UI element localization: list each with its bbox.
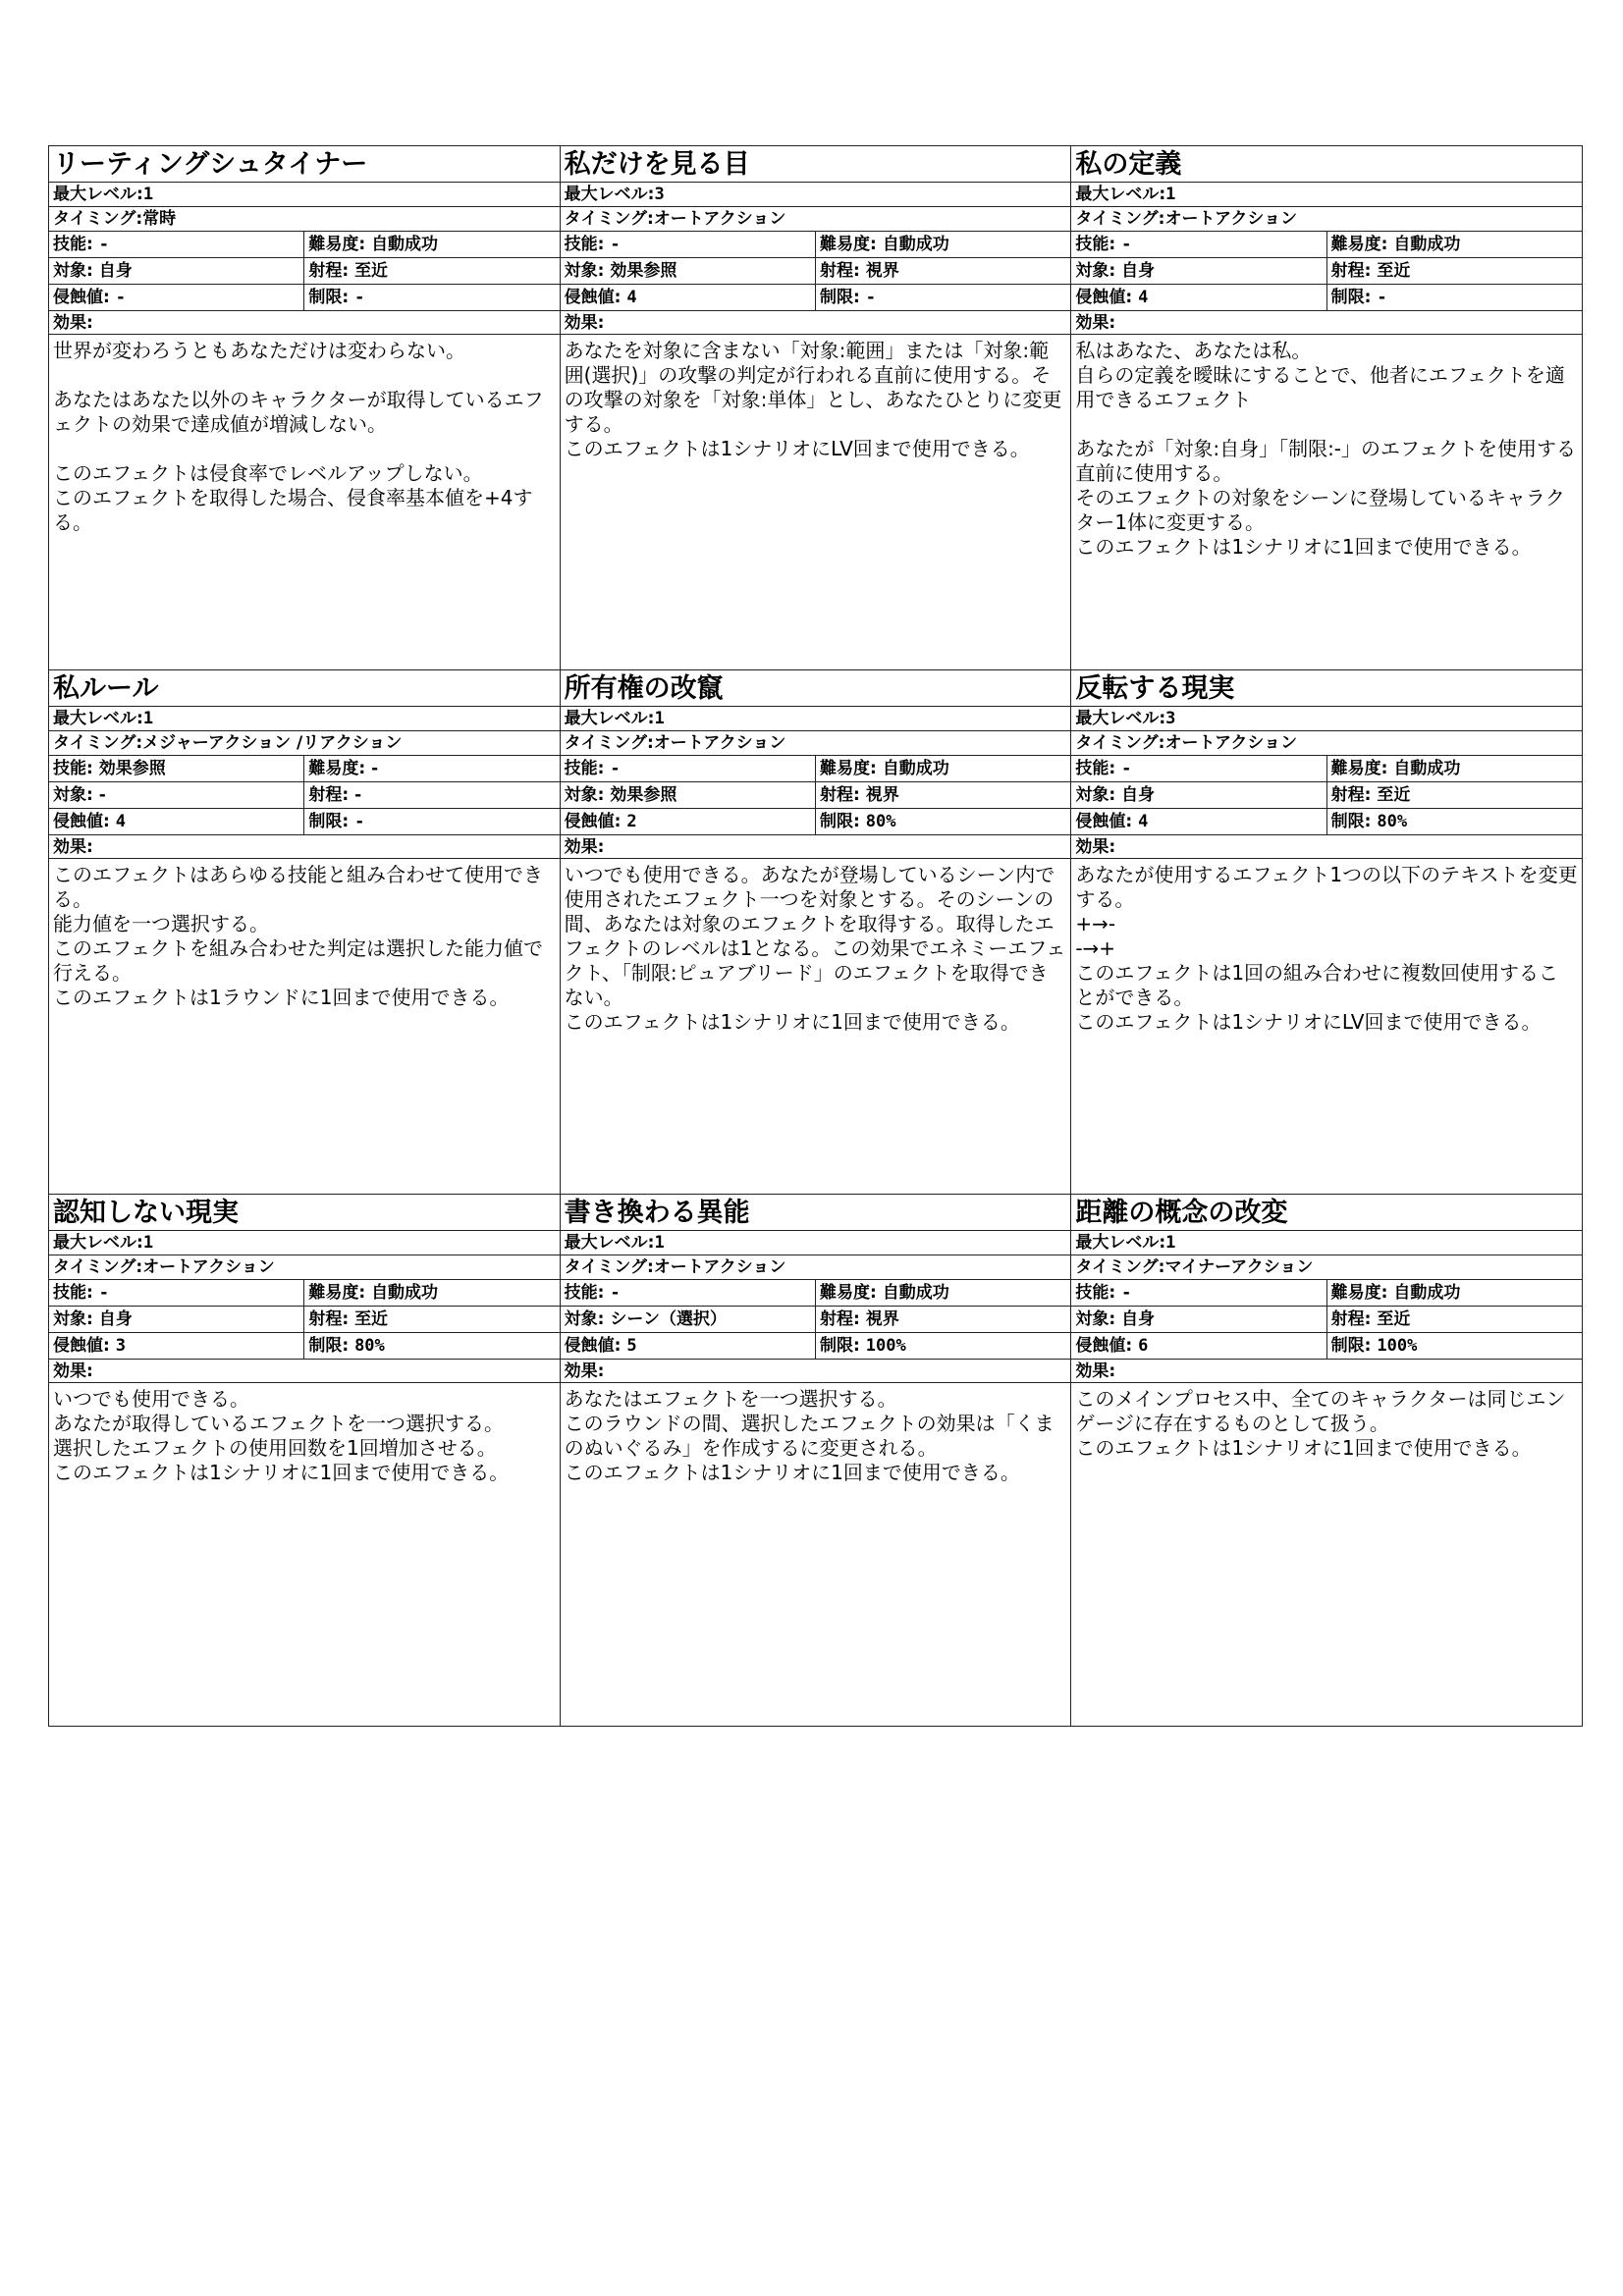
- max-level-label: 最大レベル:: [1075, 1233, 1166, 1253]
- effect-card: [561, 146, 1072, 670]
- target-cell: [1071, 258, 1326, 284]
- skill-difficulty-row: [49, 232, 560, 258]
- erosion-value: -: [115, 288, 126, 307]
- skill-difficulty-row: [561, 756, 1071, 782]
- effect-name: 私の定義: [1071, 146, 1582, 183]
- effect-label: 効果:: [561, 311, 1071, 335]
- max-level-label: 最大レベル:: [564, 709, 655, 728]
- limit-label: 制限:: [1330, 1336, 1372, 1356]
- skill-value: -: [98, 235, 109, 254]
- skill-value: -: [610, 1283, 621, 1303]
- limit-value: -: [865, 288, 876, 307]
- effect-name: 書き換わる異能: [561, 1195, 1071, 1231]
- skill-value: -: [610, 235, 621, 254]
- target-label: 対象:: [53, 785, 93, 805]
- max-level-row: [49, 707, 560, 731]
- erosion-limit-row: [1071, 809, 1582, 835]
- range-cell: [1327, 782, 1582, 808]
- target-value: 自身: [1121, 1309, 1156, 1329]
- skill-label: 技能:: [564, 759, 605, 778]
- effect-name: 所有権の改竄: [561, 670, 1071, 707]
- limit-label: 制限:: [308, 288, 350, 307]
- target-label: 対象:: [53, 261, 93, 281]
- range-cell: [304, 782, 559, 808]
- effect-name: 反転する現実: [1071, 670, 1582, 707]
- erosion-cell: [561, 809, 816, 834]
- timing-label: タイミング:: [1075, 1257, 1165, 1277]
- timing-label: タイミング:: [564, 1257, 654, 1277]
- limit-label: 制限:: [1330, 812, 1372, 831]
- target-value: 自身: [1121, 261, 1156, 281]
- difficulty-cell: [304, 232, 559, 257]
- effect-card: [49, 670, 561, 1195]
- difficulty-label: 難易度:: [308, 759, 366, 778]
- skill-cell: [1071, 1280, 1326, 1306]
- erosion-label: 侵蝕値:: [564, 288, 622, 307]
- skill-difficulty-row: [1071, 232, 1582, 258]
- skill-value: -: [610, 759, 621, 778]
- range-label: 射程:: [308, 785, 350, 805]
- effect-label: 効果:: [1071, 1360, 1582, 1383]
- timing-value: メジャーアクション /リアクション: [142, 733, 403, 753]
- skill-label: 技能:: [1075, 759, 1116, 778]
- skill-value: -: [1121, 759, 1132, 778]
- max-level-row: [49, 1231, 560, 1255]
- limit-value: 80%: [1377, 812, 1408, 831]
- skill-label: 技能:: [53, 235, 93, 254]
- max-level-value: 1: [1165, 185, 1176, 204]
- max-level-row: [49, 183, 560, 207]
- skill-difficulty-row: [561, 232, 1071, 258]
- effect-card: [1071, 146, 1583, 670]
- target-value: 効果参照: [610, 261, 677, 281]
- effect-card: [49, 1195, 561, 1727]
- limit-value: 80%: [354, 1336, 385, 1356]
- erosion-label: 侵蝕値:: [564, 1336, 622, 1356]
- max-level-value: 1: [142, 709, 154, 728]
- target-label: 対象:: [564, 1309, 605, 1329]
- erosion-label: 侵蝕値:: [1075, 288, 1133, 307]
- difficulty-cell: [1327, 756, 1582, 781]
- limit-value: 100%: [1377, 1336, 1418, 1356]
- difficulty-label: 難易度:: [308, 1283, 366, 1303]
- target-cell: [561, 782, 816, 808]
- difficulty-value: 自動成功: [1393, 759, 1461, 778]
- skill-difficulty-row: [1071, 1280, 1582, 1307]
- max-level-value: 3: [654, 185, 665, 204]
- limit-value: -: [1377, 288, 1387, 307]
- range-value: 視界: [865, 261, 899, 281]
- limit-cell: [816, 285, 1070, 310]
- target-range-row: [561, 1307, 1071, 1333]
- timing-row: [1071, 1255, 1582, 1280]
- effect-text: 私はあなた、あなたは私。 自らの定義を曖昧にすることで、他者にエフェクトを適用できるエフェクト あなたが「対象:自身」「制限:-」のエフェクトを使用する直前に使用する。 そのエフェクトの対象をシーンに登場しているキャラクター1体に変更する。 このエフェクトは1シナリオに1回まで使用できる。: [1075, 339, 1577, 559]
- max-level-label: 最大レベル:: [564, 1233, 655, 1253]
- target-range-row: [1071, 1307, 1582, 1333]
- skill-cell: [1071, 232, 1326, 257]
- difficulty-value: 自動成功: [882, 235, 949, 254]
- target-value: 自身: [1121, 785, 1156, 805]
- range-label: 射程:: [308, 261, 350, 281]
- difficulty-value: 自動成功: [882, 759, 949, 778]
- skill-cell: [561, 756, 816, 781]
- max-level-label: 最大レベル:: [1075, 185, 1166, 204]
- effect-label: 効果:: [1071, 311, 1582, 335]
- difficulty-label: 難易度:: [1330, 759, 1388, 778]
- timing-row: [561, 1255, 1071, 1280]
- timing-label: タイミング:: [564, 209, 654, 229]
- target-label: 対象:: [564, 261, 605, 281]
- skill-value: -: [1121, 1283, 1132, 1303]
- difficulty-label: 難易度:: [1330, 1283, 1388, 1303]
- erosion-limit-row: [561, 285, 1071, 311]
- skill-value: 効果参照: [98, 759, 166, 778]
- erosion-label: 侵蝕値:: [53, 812, 110, 831]
- skill-label: 技能:: [53, 759, 93, 778]
- erosion-value: 4: [1138, 288, 1149, 307]
- timing-label: タイミング:: [564, 733, 654, 753]
- target-cell: [49, 258, 304, 284]
- target-label: 対象:: [1075, 261, 1116, 281]
- effect-label: 効果:: [561, 1360, 1071, 1383]
- target-label: 対象:: [1075, 1309, 1116, 1329]
- timing-value: オートアクション: [653, 1257, 786, 1277]
- effect-label: 効果:: [1071, 835, 1582, 859]
- timing-value: オートアクション: [1164, 733, 1298, 753]
- effect-label: 効果:: [49, 835, 560, 859]
- max-level-value: 1: [654, 1233, 665, 1253]
- range-value: 視界: [865, 785, 899, 805]
- limit-label: 制限:: [820, 812, 860, 831]
- difficulty-label: 難易度:: [1330, 235, 1388, 254]
- effect-label: 効果:: [49, 311, 560, 335]
- timing-value: オートアクション: [653, 209, 786, 229]
- range-cell: [1327, 1307, 1582, 1332]
- erosion-value: 4: [115, 812, 126, 831]
- skill-difficulty-row: [49, 1280, 560, 1307]
- target-label: 対象:: [1075, 785, 1116, 805]
- limit-cell: [1327, 285, 1582, 310]
- target-value: 自身: [98, 261, 133, 281]
- limit-value: 100%: [865, 1336, 906, 1356]
- limit-cell: [1327, 809, 1582, 834]
- target-value: -: [98, 785, 106, 805]
- timing-label: タイミング:: [53, 209, 143, 229]
- effect-label: 効果:: [561, 835, 1071, 859]
- effect-card: [49, 146, 561, 670]
- target-range-row: [1071, 258, 1582, 285]
- limit-label: 制限:: [820, 1336, 860, 1356]
- effect-card-grid: [48, 145, 1583, 1727]
- skill-cell: [49, 756, 304, 781]
- timing-value: オートアクション: [653, 733, 786, 753]
- effect-name: リーティングシュタイナー: [49, 146, 560, 183]
- target-value: 効果参照: [610, 785, 677, 805]
- difficulty-cell: [304, 756, 559, 781]
- target-range-row: [1071, 782, 1582, 809]
- range-cell: [816, 1307, 1070, 1332]
- target-range-row: [49, 782, 560, 809]
- timing-row: [49, 207, 560, 232]
- skill-cell: [561, 232, 816, 257]
- target-cell: [1071, 782, 1326, 808]
- max-level-value: 1: [142, 1233, 154, 1253]
- max-level-value: 3: [1165, 709, 1176, 728]
- range-label: 射程:: [308, 1309, 350, 1329]
- erosion-label: 侵蝕値:: [564, 812, 622, 831]
- erosion-cell: [49, 285, 304, 310]
- range-value: 至近: [1377, 1309, 1411, 1329]
- erosion-value: 3: [115, 1336, 126, 1356]
- erosion-cell: [49, 1333, 304, 1359]
- target-range-row: [49, 258, 560, 285]
- skill-difficulty-row: [561, 1280, 1071, 1307]
- skill-label: 技能:: [53, 1283, 93, 1303]
- effect-card: [1071, 1195, 1583, 1727]
- effect-card: [1071, 670, 1583, 1195]
- range-label: 射程:: [1330, 785, 1372, 805]
- effect-name: 認知しない現実: [49, 1195, 560, 1231]
- target-label: 対象:: [53, 1309, 93, 1329]
- max-level-label: 最大レベル:: [53, 185, 143, 204]
- erosion-label: 侵蝕値:: [1075, 812, 1133, 831]
- erosion-value: 5: [626, 1336, 637, 1356]
- limit-label: 制限:: [308, 1336, 350, 1356]
- limit-value: -: [354, 812, 365, 831]
- erosion-value: 6: [1138, 1336, 1149, 1356]
- difficulty-cell: [1327, 232, 1582, 257]
- target-cell: [561, 258, 816, 284]
- effect-name: 私だけを見る目: [561, 146, 1071, 183]
- range-label: 射程:: [820, 261, 860, 281]
- skill-cell: [49, 1280, 304, 1306]
- target-cell: [1071, 1307, 1326, 1332]
- max-level-label: 最大レベル:: [53, 1233, 143, 1253]
- skill-label: 技能:: [1075, 235, 1116, 254]
- skill-label: 技能:: [564, 235, 605, 254]
- erosion-limit-row: [49, 809, 560, 835]
- erosion-cell: [1071, 285, 1326, 310]
- erosion-limit-row: [561, 809, 1071, 835]
- erosion-cell: [561, 285, 816, 310]
- range-value: 視界: [865, 1309, 899, 1329]
- difficulty-label: 難易度:: [820, 235, 877, 254]
- range-cell: [304, 1307, 559, 1332]
- range-value: 至近: [1377, 261, 1411, 281]
- range-label: 射程:: [1330, 261, 1372, 281]
- range-label: 射程:: [1330, 1309, 1372, 1329]
- effect-text: あなたを対象に含まない「対象:範囲」または「対象:範囲(選択)」の攻撃の判定が行われる直前に使用する。その攻撃の対象を「対象:単体」とし、あなたひとりに変更する。 このエフェクトは1シナリオにLV回まで使用できる。: [564, 339, 1062, 460]
- target-range-row: [49, 1307, 560, 1333]
- effect-text: あなたはエフェクトを一つ選択する。 このラウンドの間、選択したエフェクトの効果は「くまのぬいぐるみ」を作成するに変更される。 このエフェクトは1シナリオに1回まで使用できる。: [564, 1387, 1055, 1484]
- target-label: 対象:: [564, 785, 605, 805]
- effect-label: 効果:: [49, 1360, 560, 1383]
- timing-label: タイミング:: [1075, 209, 1165, 229]
- max-level-label: 最大レベル:: [1075, 709, 1166, 728]
- difficulty-value: 自動成功: [371, 235, 439, 254]
- target-cell: [49, 1307, 304, 1332]
- skill-difficulty-row: [1071, 756, 1582, 782]
- effect-text: いつでも使用できる。あなたが登場しているシーン内で使用されたエフェクト一つを対象とする。そのシーンの間、あなたは対象のエフェクトを取得する。取得したエフェクトのレベルは1となる。この効果でエネミーエフェクト、「制限:ピュアブリード」のエフェクトを取得できない。 このエフェクトは1シナリオに1回まで使用できる。: [564, 863, 1066, 1034]
- range-value: 至近: [354, 1309, 389, 1329]
- erosion-value: 4: [626, 288, 637, 307]
- limit-cell: [816, 809, 1070, 834]
- timing-label: タイミング:: [1075, 733, 1165, 753]
- erosion-value: 2: [626, 812, 637, 831]
- difficulty-value: -: [371, 759, 379, 778]
- max-level-value: 1: [142, 185, 154, 204]
- difficulty-cell: [1327, 1280, 1582, 1306]
- skill-cell: [561, 1280, 816, 1306]
- range-value: -: [354, 785, 362, 805]
- target-value: 自身: [98, 1309, 133, 1329]
- difficulty-value: 自動成功: [1393, 235, 1461, 254]
- limit-cell: [304, 809, 559, 834]
- erosion-limit-row: [49, 285, 560, 311]
- skill-value: -: [1121, 235, 1132, 254]
- timing-row: [561, 731, 1071, 756]
- difficulty-cell: [816, 756, 1070, 781]
- timing-label: タイミング:: [53, 1257, 143, 1277]
- max-level-row: [1071, 183, 1582, 207]
- difficulty-label: 難易度:: [820, 1283, 877, 1303]
- difficulty-cell: [816, 1280, 1070, 1306]
- effect-name: 距離の概念の改変: [1071, 1195, 1582, 1231]
- timing-row: [49, 1255, 560, 1280]
- timing-row: [561, 207, 1071, 232]
- skill-label: 技能:: [564, 1283, 605, 1303]
- max-level-value: 1: [1165, 1233, 1176, 1253]
- target-range-row: [561, 782, 1071, 809]
- difficulty-value: 自動成功: [882, 1283, 949, 1303]
- erosion-cell: [1071, 1333, 1326, 1359]
- limit-cell: [304, 1333, 559, 1359]
- skill-label: 技能:: [1075, 1283, 1116, 1303]
- erosion-value: 4: [1138, 812, 1149, 831]
- erosion-cell: [1071, 809, 1326, 834]
- erosion-label: 侵蝕値:: [53, 288, 110, 307]
- limit-label: 制限:: [308, 812, 350, 831]
- max-level-row: [1071, 1231, 1582, 1255]
- target-value: シーン（選択）: [610, 1309, 728, 1329]
- effect-card: [561, 670, 1072, 1195]
- difficulty-cell: [304, 1280, 559, 1306]
- range-value: 至近: [354, 261, 389, 281]
- difficulty-label: 難易度:: [308, 235, 366, 254]
- effect-text: このエフェクトはあらゆる技能と組み合わせて使用できる。 能力値を一つ選択する。 このエフェクトを組み合わせた判定は選択した能力値で行える。 このエフェクトは1ラウンドに1回まで使用できる。: [53, 863, 543, 1009]
- limit-cell: [304, 285, 559, 310]
- erosion-limit-row: [49, 1333, 560, 1360]
- difficulty-value: 自動成功: [1393, 1283, 1461, 1303]
- max-level-row: [561, 707, 1071, 731]
- skill-cell: [49, 232, 304, 257]
- timing-value: オートアクション: [1164, 209, 1298, 229]
- max-level-row: [1071, 707, 1582, 731]
- difficulty-value: 自動成功: [371, 1283, 439, 1303]
- timing-value: マイナーアクション: [1164, 1257, 1314, 1277]
- limit-cell: [816, 1333, 1070, 1359]
- erosion-label: 侵蝕値:: [1075, 1336, 1133, 1356]
- timing-value: 常時: [142, 209, 177, 229]
- effect-card: [561, 1195, 1072, 1727]
- max-level-value: 1: [654, 709, 665, 728]
- erosion-label: 侵蝕値:: [53, 1336, 110, 1356]
- limit-cell: [1327, 1333, 1582, 1359]
- range-cell: [816, 258, 1070, 284]
- timing-value: オートアクション: [142, 1257, 275, 1277]
- limit-value: 80%: [865, 812, 896, 831]
- target-cell: [49, 782, 304, 808]
- skill-difficulty-row: [49, 756, 560, 782]
- timing-row: [1071, 731, 1582, 756]
- limit-label: 制限:: [820, 288, 860, 307]
- range-value: 至近: [1377, 785, 1411, 805]
- skill-value: -: [98, 1283, 109, 1303]
- max-level-row: [561, 183, 1071, 207]
- timing-row: [49, 731, 560, 756]
- effect-text: あなたが使用するエフェクト1つの以下のテキストを変更する。 +→- -→+ このエフェクトは1回の組み合わせに複数回使用することができる。 このエフェクトは1シナリオにLV回まで使用できる。: [1075, 863, 1578, 1034]
- limit-label: 制限:: [1330, 288, 1372, 307]
- max-level-label: 最大レベル:: [53, 709, 143, 728]
- range-label: 射程:: [820, 1309, 860, 1329]
- range-cell: [1327, 258, 1582, 284]
- effect-text: いつでも使用できる。 あなたが取得しているエフェクトを一つ選択する。 選択したエフェクトの使用回数を1回増加させる。 このエフェクトは1シナリオに1回まで使用できる。: [53, 1387, 510, 1484]
- timing-row: [1071, 207, 1582, 232]
- range-label: 射程:: [820, 785, 860, 805]
- erosion-cell: [49, 809, 304, 834]
- effect-text: 世界が変わろうともあなただけは変わらない。 あなたはあなた以外のキャラクターが取得しているエフェクトの効果で達成値が増減しない。 このエフェクトは侵食率でレベルアップしない。 このエフェクトを取得した場合、侵食率基本値を+4する。: [53, 339, 544, 534]
- erosion-limit-row: [561, 1333, 1071, 1360]
- max-level-label: 最大レベル:: [564, 185, 655, 204]
- skill-cell: [1071, 756, 1326, 781]
- erosion-limit-row: [1071, 1333, 1582, 1360]
- erosion-cell: [561, 1333, 816, 1359]
- range-cell: [816, 782, 1070, 808]
- timing-label: タイミング:: [53, 733, 143, 753]
- range-cell: [304, 258, 559, 284]
- limit-value: -: [354, 288, 365, 307]
- target-cell: [561, 1307, 816, 1332]
- difficulty-label: 難易度:: [820, 759, 877, 778]
- difficulty-cell: [816, 232, 1070, 257]
- erosion-limit-row: [1071, 285, 1582, 311]
- target-range-row: [561, 258, 1071, 285]
- effect-text: このメインプロセス中、全てのキャラクターは同じエンゲージに存在するものとして扱う。 このエフェクトは1シナリオに1回まで使用できる。: [1075, 1387, 1566, 1460]
- max-level-row: [561, 1231, 1071, 1255]
- effect-name: 私ルール: [49, 670, 560, 707]
